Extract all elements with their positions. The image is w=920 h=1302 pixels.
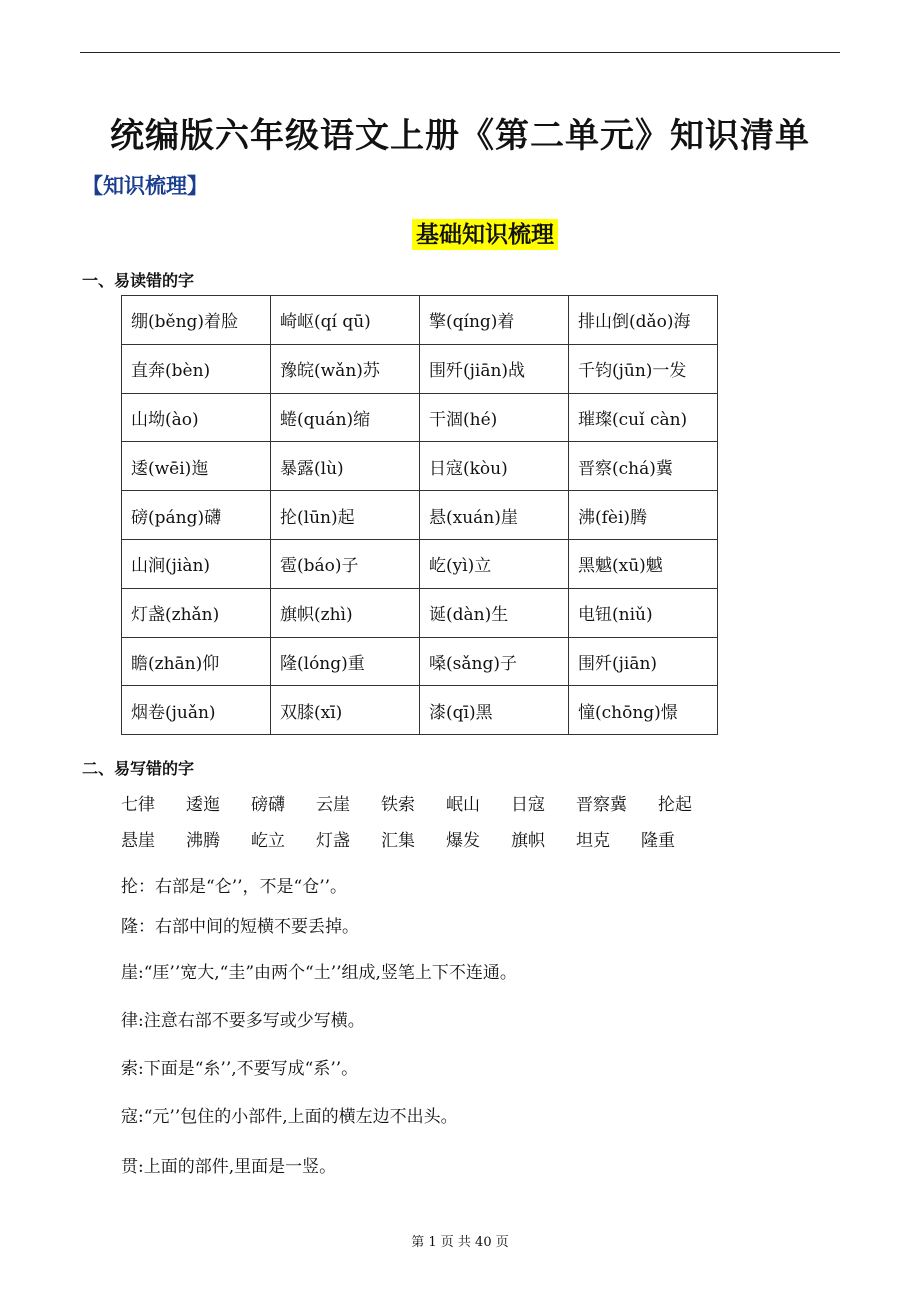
word-item: 日寇 (511, 795, 545, 815)
table-cell: 直奔(bèn) (122, 344, 271, 393)
table-cell: 抡(lūn)起 (271, 491, 420, 540)
table-cell: 围歼(jiān) (569, 637, 718, 686)
table-cell: 围歼(jiān)战 (420, 344, 569, 393)
word-item: 屹立 (251, 831, 285, 851)
word-item: 磅礴 (251, 795, 285, 815)
page-title: 统编版六年级语文上册《第二单元》知识清单 (110, 116, 810, 156)
table-row (122, 491, 718, 540)
word-item: 岷山 (446, 795, 480, 815)
subheading-highlight: 基础知识梳理 (412, 219, 558, 250)
section1-heading: 一、易读错的字 (82, 271, 195, 290)
table-cell: 憧(chōng)憬 (569, 686, 718, 735)
table-cell: 灯盏(zhǎn) (122, 588, 271, 637)
table-row (122, 686, 718, 735)
table-cell: 蜷(quán)缩 (271, 393, 420, 442)
table-row (122, 442, 718, 491)
word-item: 云崖 (316, 795, 350, 815)
table-cell: 绷(běng)着脸 (122, 296, 271, 345)
word-item: 坦克 (576, 831, 610, 851)
table-cell: 擎(qíng)着 (420, 296, 569, 345)
table-cell: 雹(báo)子 (271, 539, 420, 588)
page-footer: 第 1 页 共 40 页 (411, 1235, 509, 1250)
table-cell: 漆(qī)黑 (420, 686, 569, 735)
table-cell: 干涸(hé) (420, 393, 569, 442)
table-row (122, 539, 718, 588)
note-item: 律:注意右部不要多写或少写横。 (121, 1011, 365, 1031)
table-cell: 晋察(chá)冀 (569, 442, 718, 491)
table-cell: 电钮(niǔ) (569, 588, 718, 637)
pronunciation-table (121, 295, 718, 735)
table-cell: 排山倒(dǎo)海 (569, 296, 718, 345)
table-cell: 日寇(kòu) (420, 442, 569, 491)
table-cell: 豫皖(wǎn)苏 (271, 344, 420, 393)
section2-heading: 二、易写错的字 (82, 759, 195, 778)
subheading (0, 216, 920, 249)
note-item: 抡：右部是“仑’’，不是“仓’’。 (121, 877, 347, 897)
table-cell: 诞(dàn)生 (420, 588, 569, 637)
table-cell: 嗓(sǎng)子 (420, 637, 569, 686)
table-cell: 烟卷(juǎn) (122, 686, 271, 735)
header-rule (80, 52, 840, 53)
word-item: 抡起 (658, 795, 692, 815)
table-cell: 黑魆(xū)魆 (569, 539, 718, 588)
table-row (122, 393, 718, 442)
word-list-line-1 (121, 790, 723, 815)
table-cell: 沸(fèi)腾 (569, 491, 718, 540)
table-cell: 山涧(jiàn) (122, 539, 271, 588)
table-cell: 屹(yì)立 (420, 539, 569, 588)
word-item: 铁索 (381, 795, 415, 815)
word-item: 汇集 (381, 831, 415, 851)
note-item: 崖:“厓’’宽大,“圭”由两个“土’’组成,竖笔上下不连通。 (121, 963, 517, 983)
note-item: 贯:上面的部件,里面是一竖。 (121, 1157, 337, 1177)
word-list-line-2 (121, 826, 706, 851)
table-cell: 隆(lóng)重 (271, 637, 420, 686)
table-row (122, 588, 718, 637)
word-item: 隆重 (641, 831, 675, 851)
table-row (122, 344, 718, 393)
table-cell: 磅(páng)礴 (122, 491, 271, 540)
table-cell: 悬(xuán)崖 (420, 491, 569, 540)
table-row (122, 296, 718, 345)
word-item: 逶迤 (186, 795, 220, 815)
table-row (122, 637, 718, 686)
word-item: 爆发 (446, 831, 480, 851)
table-cell: 逶(wēi)迤 (122, 442, 271, 491)
word-item: 七律 (121, 795, 155, 815)
word-item: 沸腾 (186, 831, 220, 851)
word-item: 旗帜 (511, 831, 545, 851)
table-cell: 璀璨(cuǐ càn) (569, 393, 718, 442)
note-item: 寇:“元’’包住的小部件,上面的横左边不出头。 (121, 1107, 458, 1127)
note-item: 索:下面是“糸’’,不要写成“系’’。 (121, 1059, 359, 1079)
word-item: 灯盏 (316, 831, 350, 851)
table-cell: 双膝(xī) (271, 686, 420, 735)
word-item: 悬崖 (121, 831, 155, 851)
table-cell: 千钧(jūn)一发 (569, 344, 718, 393)
table-cell: 旗帜(zhì) (271, 588, 420, 637)
table-cell: 暴露(lù) (271, 442, 420, 491)
table-cell: 山坳(ào) (122, 393, 271, 442)
table-cell: 瞻(zhān)仰 (122, 637, 271, 686)
section-tag: 【知识梳理】 (82, 174, 208, 198)
word-item: 晋察冀 (576, 795, 627, 815)
note-item: 隆：右部中间的短横不要丢掉。 (121, 917, 359, 937)
table-cell: 崎岖(qí qū) (271, 296, 420, 345)
